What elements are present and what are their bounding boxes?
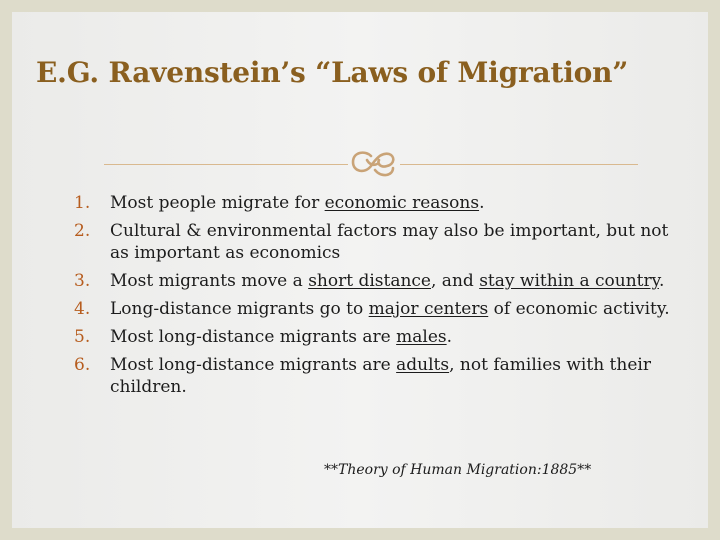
underlined-term: stay within a country — [479, 271, 659, 291]
list-item-text — [110, 193, 484, 213]
list-item-number: 5. — [74, 327, 91, 347]
text-segment: Most migrants move a — [110, 271, 309, 291]
list-item — [74, 326, 674, 348]
list-item-number: 1. — [74, 193, 91, 213]
divider-line-left — [104, 164, 348, 165]
list-item-number: 3. — [74, 271, 91, 291]
underlined-term: short distance — [308, 271, 431, 291]
list-item-number: 6. — [74, 355, 91, 375]
list-item-text — [110, 355, 651, 397]
text-segment: Most long-distance migrants are — [110, 327, 397, 347]
list-item — [74, 220, 674, 264]
citation: **Theory of Human Migration:1885** — [324, 462, 592, 478]
divider-line-right — [400, 164, 638, 165]
slide-title: E.G. Ravenstein’s “Laws of Migration” — [36, 56, 629, 89]
list-item — [74, 298, 674, 320]
text-segment: . — [479, 193, 485, 213]
list-item — [74, 354, 674, 398]
flourish-icon — [347, 146, 399, 182]
underlined-term: adults — [396, 355, 450, 375]
text-segment: . — [446, 327, 453, 347]
text-segment: Most people migrate for — [110, 193, 325, 213]
list-item — [74, 192, 674, 214]
underlined-term: major centers — [368, 299, 489, 319]
laws-list — [74, 192, 674, 404]
text-segment: . — [658, 271, 665, 291]
text-segment: Cultural & environmental factors may also be important, but not as important as economics — [110, 221, 669, 263]
list-item-number: 2. — [74, 221, 91, 241]
text-segment: , and — [431, 271, 480, 291]
list-item-text — [110, 221, 668, 263]
underlined-term: males — [396, 327, 447, 347]
text-segment: , not families with their children. — [110, 355, 651, 397]
text-segment: Most long-distance migrants are — [110, 355, 397, 375]
list-item-number: 4. — [74, 299, 91, 319]
slide — [12, 12, 708, 528]
list-item-text — [110, 299, 670, 319]
list-item-text — [110, 327, 452, 347]
text-segment: of economic activity. — [488, 299, 670, 319]
list-item-text — [110, 271, 664, 291]
underlined-term: economic reasons — [324, 193, 480, 213]
text-segment: Long-distance migrants go to — [110, 299, 369, 319]
list-item — [74, 270, 674, 292]
